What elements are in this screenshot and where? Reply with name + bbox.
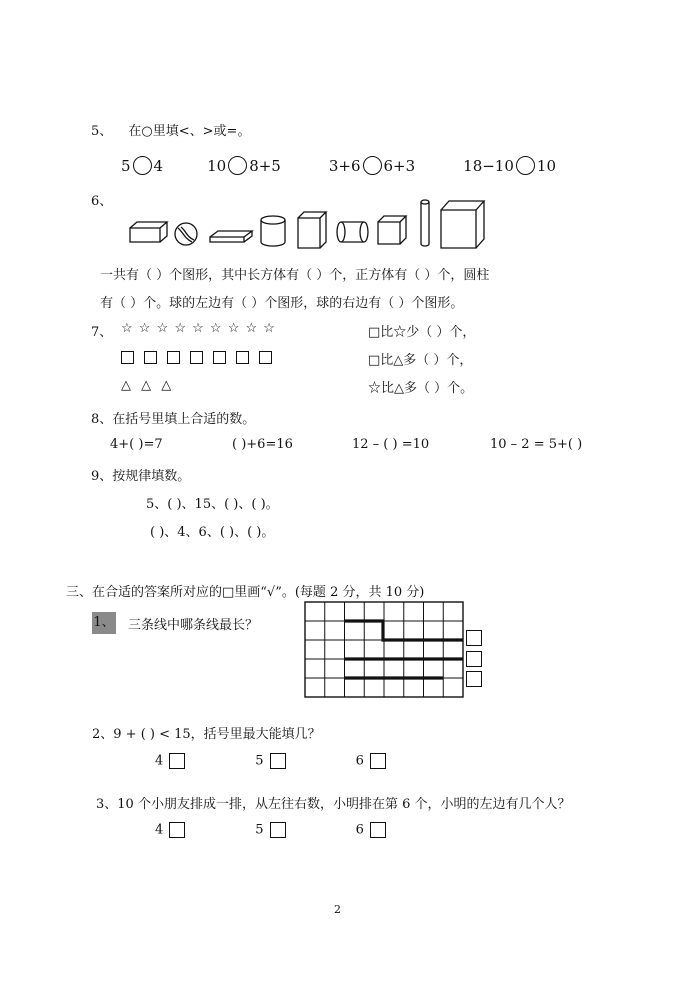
q5-label: 5、 (91, 124, 113, 139)
q8-item-4: 10 – 2 = 5+( ) (490, 437, 583, 452)
cylinder-shape-lying (337, 222, 368, 242)
checkbox[interactable] (270, 753, 286, 769)
compare-circle[interactable] (516, 156, 535, 175)
cylinder-shape-1 (261, 216, 285, 246)
square-6 (236, 351, 249, 364)
compare-item-4 (463, 156, 556, 175)
square-5 (213, 351, 226, 364)
shapes-figure (126, 196, 496, 252)
section3-q1 (92, 612, 258, 634)
checkbox[interactable] (270, 822, 286, 838)
flat-cuboid-shape (210, 231, 252, 242)
checkbox[interactable] (169, 753, 185, 769)
checkbox[interactable] (169, 822, 185, 838)
answer-box-line-1[interactable] (466, 630, 482, 646)
square-4 (190, 351, 203, 364)
q7-stars: ☆ ☆ ☆ ☆ ☆ ☆ ☆ ☆ ☆ (121, 321, 276, 336)
cube-shape-large (441, 201, 484, 248)
q6-line1: 一共有（ ）个图形，其中长方体有（ ）个，正方体有（ ）个，圆柱 (100, 268, 490, 283)
cylinder-shape-thin (421, 200, 429, 246)
compare-circle[interactable] (133, 156, 152, 175)
checkbox[interactable] (370, 753, 386, 769)
q2-option-4: 4 (155, 753, 185, 769)
cuboid-shape-1 (130, 222, 167, 242)
q1-number-badge: 1、 (92, 612, 116, 634)
compare-right: 10 (536, 156, 556, 175)
q3-option-6: 6 (356, 822, 386, 838)
q8-item-1: 4+( )=7 (110, 437, 163, 452)
q2-option-6: 6 (356, 753, 386, 769)
q2-option-5: 5 (255, 753, 285, 769)
square-1 (121, 351, 134, 364)
section3-q3-text: 3、10 个小朋友排成一排，从左往右数，小明排在第 6 个，小明的左边有几个人？ (96, 797, 571, 812)
compare-right: 4 (153, 156, 164, 175)
q8-item-3: 12 – ( ) =10 (352, 437, 430, 452)
line-grid-figure (302, 600, 488, 700)
compare-left: 3+6 (328, 156, 361, 175)
q3-options (155, 822, 386, 838)
compare-left: 18−10 (463, 156, 514, 175)
square-2 (144, 351, 157, 364)
q8-title: 8、在括号里填上合适的数。 (91, 412, 256, 427)
square-7 (259, 351, 272, 364)
checkbox[interactable] (370, 822, 386, 838)
q5-items (121, 156, 556, 175)
q3-option-5: 5 (255, 822, 285, 838)
q6-line2: 有（ ）个。球的左边有（ ）个图形，球的右边有（ ）个图形。 (100, 296, 464, 311)
q3-option-4: 4 (155, 822, 185, 838)
compare-item-2 (207, 156, 281, 175)
compare-left: 10 (207, 156, 227, 175)
q7-label: 7、 (91, 325, 113, 340)
sphere-shape (175, 223, 197, 245)
q9-line2: ( )、4、6、( )、( )。 (150, 525, 275, 540)
compare-circle[interactable] (228, 156, 247, 175)
q6-label: 6、 (91, 194, 113, 209)
answer-box-line-3[interactable] (466, 671, 482, 687)
compare-item-3 (329, 156, 415, 175)
q5-header (91, 120, 250, 139)
q7-triangles: △ △ △ (121, 378, 175, 393)
compare-right: 8+5 (249, 156, 281, 175)
answer-box-line-2[interactable] (466, 651, 482, 667)
square-3 (167, 351, 180, 364)
q9-title: 9、按规律填数。 (91, 469, 191, 484)
q8-item-2: ( )+6=16 (232, 437, 293, 452)
q7-squares (118, 350, 272, 365)
page-number: 2 (334, 903, 341, 916)
q5-instruction: 在○里填<、>或=。 (128, 124, 251, 139)
q7-question-1: □比☆少（ ）个， (368, 325, 476, 340)
cube-shape-small (378, 216, 406, 244)
q1-text: 三条线中哪条线最长？ (128, 617, 259, 633)
q9-line1: 5、( )、15、( )、( )。 (146, 497, 279, 512)
q7-question-2: □比△多（ ）个， (368, 353, 473, 368)
section3-title: 三、在合适的答案所对应的□里画“√”。(每题 2 分，共 10 分) (66, 585, 425, 600)
q7-question-3: ☆比△多（ ）个。 (368, 381, 474, 396)
compare-right: 6+3 (383, 156, 416, 175)
compare-item-1 (121, 156, 163, 175)
compare-left: 5 (121, 156, 131, 175)
compare-circle[interactable] (363, 156, 382, 175)
cuboid-shape-tall (298, 212, 326, 248)
q2-options (155, 753, 386, 769)
section3-q2-text: 2、9 + ( ) < 15，括号里最大能填几？ (92, 727, 321, 742)
